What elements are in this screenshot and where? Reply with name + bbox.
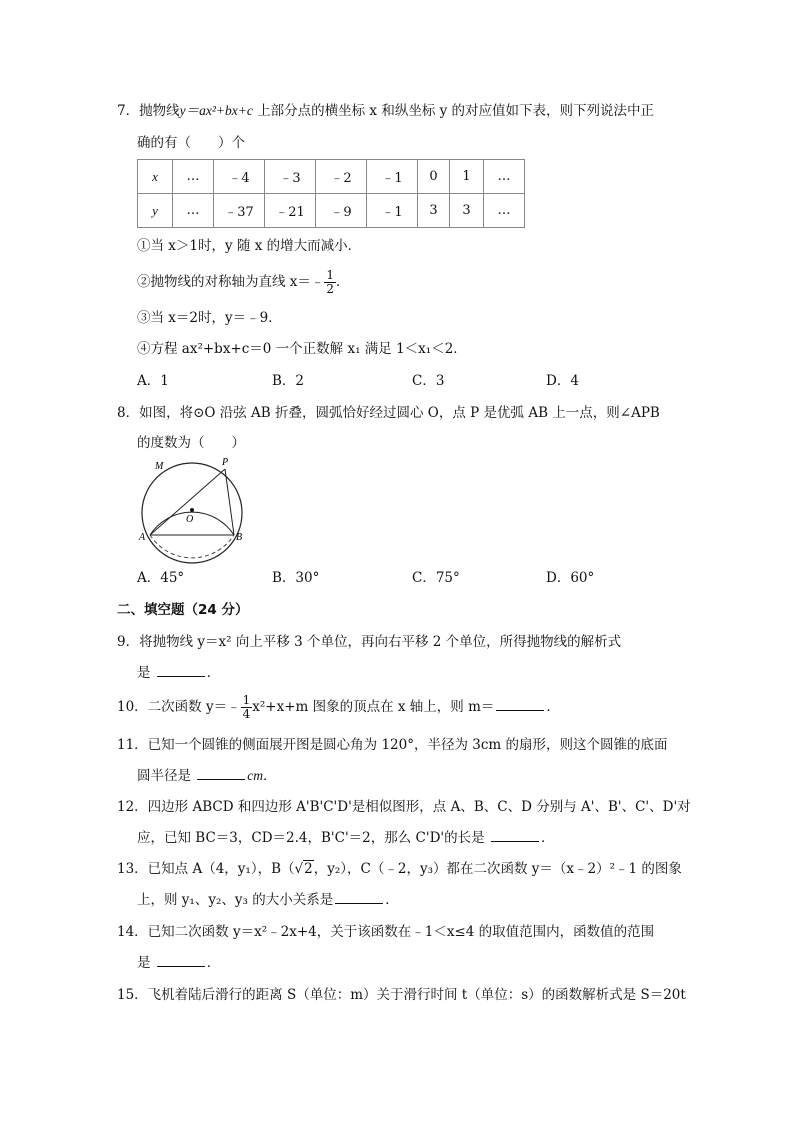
q7-stem-a: 抛物线 <box>139 103 180 119</box>
sqrt-sign: √ <box>294 861 304 877</box>
center-point-o <box>190 508 194 512</box>
fraction-denominator: 2 <box>326 282 335 296</box>
table-cell: ﹣37 <box>214 194 265 228</box>
q13-line1 <box>117 860 682 878</box>
table-cell: ﹣2 <box>316 160 367 194</box>
q7-number: 7． <box>117 103 140 119</box>
q7-option-a: A．1 <box>137 373 169 389</box>
answer-blank <box>197 767 245 780</box>
q9-line2-text: 是 <box>137 665 151 681</box>
sqrt-radicand: 2 <box>304 861 313 877</box>
q11-line1: 11．已知一个圆锥的侧面展开图是圆心角为 120°，半径为 3cm 的扇形，则这个圆锥的底面 <box>117 737 668 753</box>
segment-ap <box>150 469 225 535</box>
q12-line1: 12．四边形 ABCD 和四边形 A'B'C'D'是相似图形，点 A、B、C、D 分别与 A'、B'、C'、D'对 <box>117 799 691 815</box>
table-cell: … <box>484 194 525 228</box>
answer-blank <box>491 829 539 842</box>
table-cell: ﹣4 <box>214 160 265 194</box>
q15-line1: 15．飞机着陆后滑行的距离 S（单位：m）关于滑行时间 t（单位：s）的函数解析式是 S＝20t <box>117 987 686 1003</box>
q10-line <box>117 690 560 724</box>
q7-option-b: B．2 <box>272 373 305 389</box>
q8-option-d: D．60° <box>546 570 595 586</box>
table-cell: 3 <box>450 194 484 228</box>
answer-blank <box>496 698 544 711</box>
table-cell: 1 <box>450 160 484 194</box>
q7-statement-3: ③当 x＝2时，y＝﹣9． <box>137 310 282 326</box>
period: ． <box>546 699 560 715</box>
q11-unit: cm <box>247 768 264 783</box>
answer-blank <box>157 664 205 677</box>
q7-stem-line1 <box>117 102 654 120</box>
label-o: O <box>186 514 194 525</box>
q7-statement-2 <box>137 265 350 299</box>
q11-line2 <box>137 767 277 785</box>
q8-option-b: B．30° <box>272 570 320 586</box>
q7-stem-equation: y＝ax²+bx+c <box>179 103 253 118</box>
q7-value-table <box>137 159 525 228</box>
q14-line1: 14．已知二次函数 y＝x²﹣2x+4，关于该函数在﹣1＜x≤4 的取值范围内，函数值的范围 <box>117 924 655 940</box>
circle-o <box>142 463 242 563</box>
table-cell: ﹣1 <box>367 160 418 194</box>
period: ． <box>385 892 399 908</box>
fraction-one-quarter <box>241 694 253 721</box>
table-cell: 3 <box>418 194 450 228</box>
lower-arc-dashed <box>150 535 234 558</box>
q13-line2 <box>137 891 399 909</box>
table-row-x <box>138 160 525 194</box>
label-p: P <box>222 457 229 468</box>
fraction-numerator: 1 <box>242 693 251 707</box>
table-cell: ﹣21 <box>265 194 316 228</box>
q7-option-c: C．3 <box>412 373 445 389</box>
answer-blank <box>335 891 383 904</box>
q13-text-a2: ，y₂），C（﹣2，y₃）都在二次函数 y＝（x﹣2）²﹣1 的图象 <box>313 861 682 877</box>
q7-statement-1: ①当 x＞1时，y 随 x 的增大而减小． <box>137 238 362 254</box>
q7-option-d: D．4 <box>546 373 579 389</box>
table-cell: … <box>484 160 525 194</box>
q8-number: 8． <box>117 405 140 421</box>
fraction-denominator: 4 <box>242 707 251 721</box>
q11-line2-text: 圆半径是 <box>137 768 191 784</box>
q10-text-b: x²+x+m 图象的顶点在 x 轴上，则 m＝ <box>252 699 495 715</box>
table-cell: ﹣1 <box>367 194 418 228</box>
table-cell: ﹣3 <box>265 160 316 194</box>
q7-stem-b: 上部分点的横坐标 x 和纵坐标 y 的对应值如下表，则下列说法中正 <box>252 103 655 119</box>
section-heading-fill-in: 二、填空题（24 分） <box>117 602 249 618</box>
table-cell: … <box>173 194 214 228</box>
period: ． <box>206 665 221 681</box>
table-header-y: y <box>138 194 173 228</box>
fraction-numerator: 1 <box>326 268 335 282</box>
q8-stem-line2: 的度数为（ ） <box>137 435 245 451</box>
q8-option-a: A．45° <box>137 570 185 586</box>
table-row-y <box>138 194 525 228</box>
table-cell: ﹣9 <box>316 194 367 228</box>
label-b: B <box>236 532 243 543</box>
q7-statement-2-text: ②抛物线的对称轴为直线 x＝﹣ <box>137 274 325 290</box>
q8-stem-line1 <box>117 404 660 422</box>
q12-line2-text: 应，已知 BC＝3，CD＝2.4，B'C'＝2，那么 C'D'的长是 <box>137 830 485 846</box>
q12-line2 <box>137 829 554 847</box>
q13-line2-text: 上，则 y₁、y₂、y₃ 的大小关系是 <box>137 892 334 908</box>
q7-stem-line2: 确的有（ ）个 <box>137 135 245 151</box>
answer-blank <box>157 954 205 967</box>
period: ． <box>206 955 221 971</box>
q7-statement-4: ④方程 ax²+bx+c＝0 一个正数解 x₁ 满足 1＜x₁＜2． <box>137 341 467 357</box>
q10-text-a: 10．二次函数 y＝﹣ <box>117 699 241 715</box>
q14-line2-text: 是 <box>137 955 151 971</box>
q8-stem-a: 如图，将⊙O 沿弦 AB 折叠，圆弧恰好经过圆心 O，点 P 是优弧 AB 上一点，则∠APB <box>139 405 660 421</box>
q8-option-c: C．75° <box>412 570 460 586</box>
q14-line2 <box>137 954 220 972</box>
label-a: A <box>139 532 146 543</box>
q13-text-a1: 13．已知点 A（4，y₁），B（ <box>117 861 295 877</box>
label-m: M <box>155 461 164 472</box>
table-cell: … <box>173 160 214 194</box>
circle-fold-figure <box>135 455 255 565</box>
q9-line2 <box>137 664 220 682</box>
q9-line1: 9．将抛物线 y＝x² 向上平移 3 个单位，再向右平移 2 个单位，所得抛物线的解析式 <box>117 634 622 650</box>
fraction-one-half <box>324 269 336 296</box>
table-header-x: x <box>138 160 173 194</box>
period: ． <box>263 768 277 784</box>
q7-statement-2-end: ． <box>336 274 350 290</box>
table-cell: 0 <box>418 160 450 194</box>
period: ． <box>540 830 555 846</box>
